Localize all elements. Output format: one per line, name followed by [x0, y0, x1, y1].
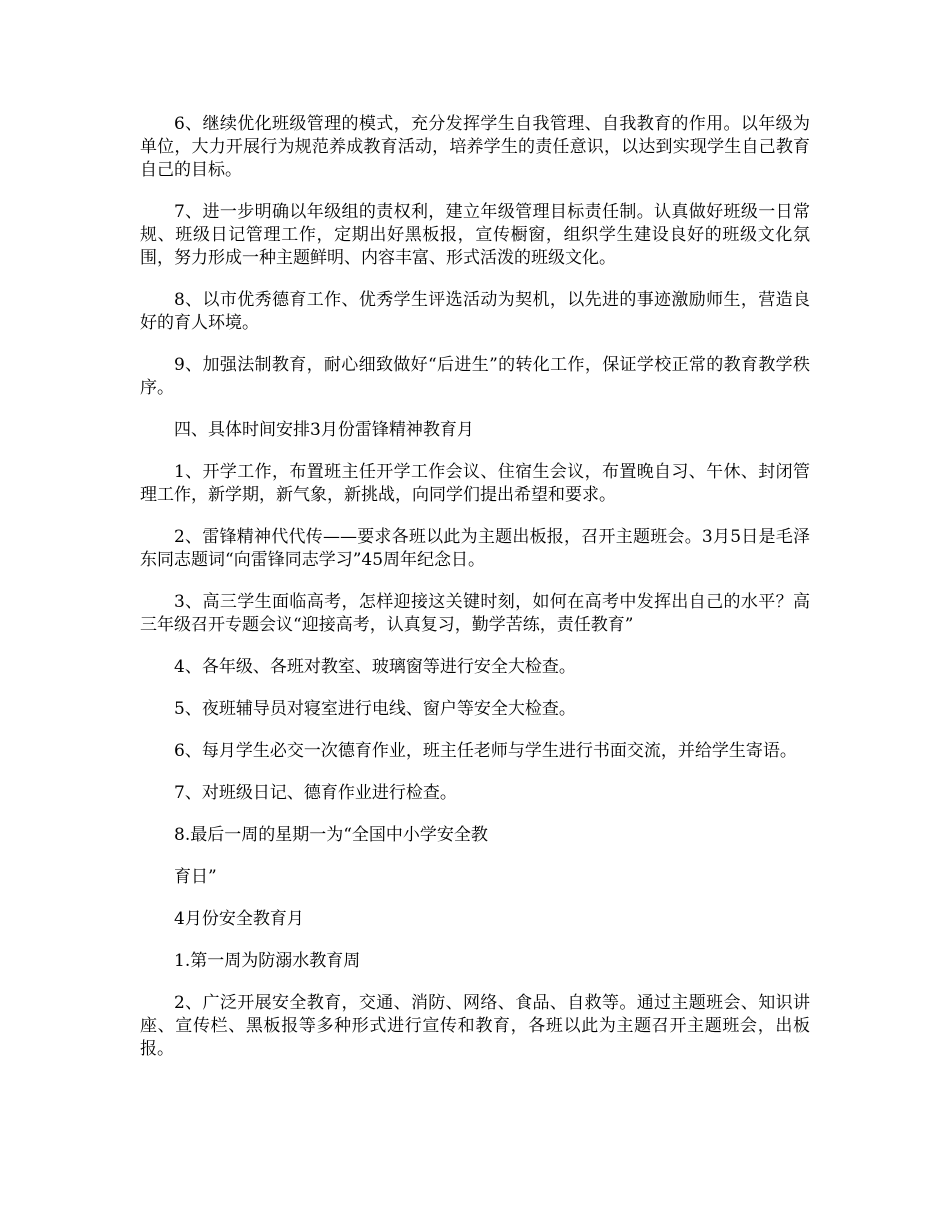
paragraph-diary-check: 7、对班级日记、德育作业进行检查。 — [174, 783, 457, 803]
paragraph-gaokao: 3、高三学生面临高考，怎样迎接这关键时刻，如何在高考中发挥出自己的水平？高三年级召开专题会议“迎接高考，认真复习，勤学苦练，责任教育” — [140, 592, 810, 635]
paragraph-dorm-inspection: 5、夜班辅导员对寝室进行电线、窗户等安全大检查。 — [174, 699, 576, 719]
paragraph-classroom-inspection: 4、各年级、各班对教室、玻璃窗等进行安全大检查。 — [174, 657, 576, 677]
paragraph-school-opening: 1、开学工作，布置班主任开学工作会议、住宿生会议，布置晚自习、午休、封闭管理工作，新学期，新气象，新挑战，向同学们提出希望和要求。 — [140, 462, 810, 505]
paragraph-moral-homework: 6、每月学生必交一次德育作业，班主任老师与学生进行书面交流，并给学生寄语。 — [174, 741, 797, 761]
paragraph-drowning-prevention: 1.第一周为防溺水教育周 — [174, 951, 361, 971]
paragraph-safety-day-continued: 育日” — [174, 867, 217, 887]
paragraph-safety-education: 2、广泛开展安全教育，交通、消防、网络、食品、自救等。通过主题班会、知识讲座、宣传栏、黑板报等多种形式进行宣传和教育，各班以此为主题召开主题班会，出板报。 — [140, 993, 810, 1059]
paragraph-excellence-selection: 8、以市优秀德育工作、优秀学生评选活动为契机，以先进的事迹激励师生，营造良好的育人环境。 — [140, 290, 810, 333]
section-heading-april: 4月份安全教育月 — [174, 909, 304, 929]
section-heading-schedule: 四、具体时间安排3月份雷锋精神教育月 — [174, 420, 474, 440]
paragraph-safety-day: 8.最后一周的星期一为“全国中小学安全教 — [174, 825, 488, 845]
paragraph-legal-education: 9、加强法制教育，耐心细致做好“后进生”的转化工作，保证学校正常的教育教学秩序。 — [140, 355, 810, 398]
paragraph-grade-responsibility: 7、进一步明确以年级组的责权利，建立年级管理目标责任制。认真做好班级一日常规、班级日记管理工作，定期出好黑板报，宣传橱窗，组织学生建设良好的班级文化氛围，努力形成一种主题鲜明、内容丰富、形式活泼的班级文化。 — [140, 202, 810, 268]
paragraph-class-management: 6、继续优化班级管理的模式，充分发挥学生自我管理、自我教育的作用。以年级为单位，大力开展行为规范养成教育活动，培养学生的责任意识，以达到实现学生自己教育自己的目标。 — [140, 114, 810, 180]
paragraph-lei-feng: 2、雷锋精神代代传——要求各班以此为主题出板报，召开主题班会。3月5日是毛泽东同志题词“向雷锋同志学习”45周年纪念日。 — [140, 527, 810, 570]
